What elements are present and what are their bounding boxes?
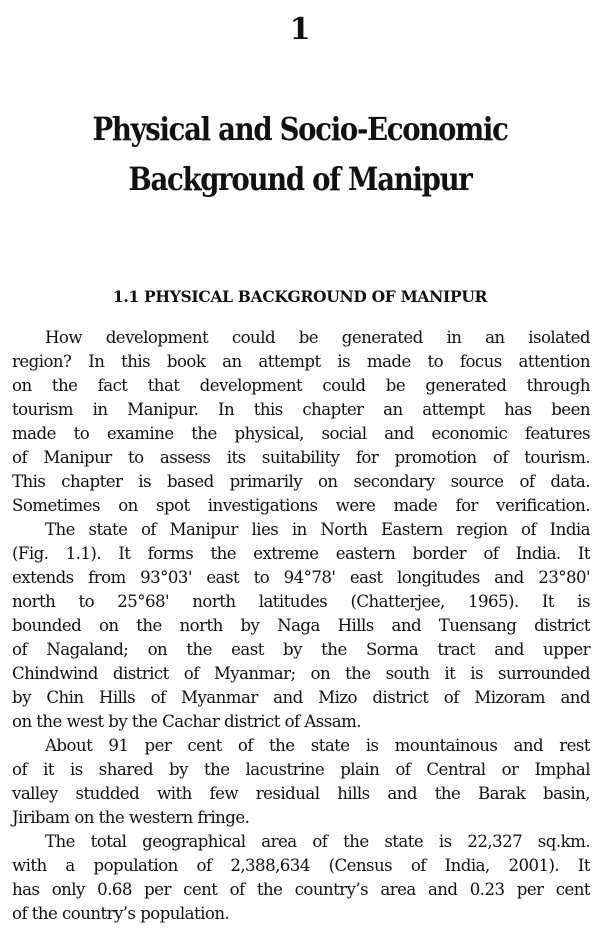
text-line: of the country’s population. [12, 904, 230, 923]
chapter-number: 1 [289, 12, 311, 47]
text-line: by Chin Hills of Myanmar and Mizo district of Mizoram and [12, 688, 590, 707]
text-line: on the fact that development could be generated through [12, 376, 590, 395]
text-line: About 91 per cent of the state is mountainous and rest [45, 736, 590, 755]
text-line: extends from 93°03' east to 94°78' east longitudes and 23°80' [12, 568, 590, 587]
text-line: region? In this book an attempt is made to focus attention [12, 352, 590, 371]
text-line: How development could be generated in an isolated [45, 328, 590, 347]
text-line: Sometimes on spot investigations were made for verification. [12, 496, 590, 515]
paragraph [12, 518, 590, 734]
text-line: made to examine the physical, social and economic features [12, 424, 590, 443]
text-line: tourism in Manipur. In this chapter an attempt has been [12, 400, 590, 419]
chapter-title [42, 104, 558, 204]
text-line: bounded on the north by Naga Hills and Tuensang district [12, 616, 590, 635]
paragraph [12, 734, 590, 830]
text-line: of it is shared by the lacustrine plain of Central or Imphal [12, 760, 590, 779]
text-line: with a population of 2,388,634 (Census of India, 2001). It [12, 856, 590, 875]
section-heading: 1.1 PHYSICAL BACKGROUND OF MANIPUR [112, 287, 488, 306]
text-line: of Manipur to assess its suitability for promotion of tourism. [12, 448, 590, 467]
text-line: Jiribam on the western fringe. [12, 808, 250, 827]
text-line: (Fig. 1.1). It forms the extreme eastern border of India. It [12, 544, 590, 563]
paragraph [12, 830, 590, 926]
text-line: on the west by the Cachar district of Assam. [12, 712, 361, 731]
text-line: The total geographical area of the state is 22,327 sq.km. [45, 832, 590, 851]
text-line: Chindwind district of Myanmar; on the south it is surrounded [12, 664, 590, 683]
text-line: north to 25°68' north latitudes (Chatterjee, 1965). It is [12, 592, 590, 611]
text-line: This chapter is based primarily on secondary source of data. [12, 472, 590, 491]
chapter-title-line: Physical and Socio-Economic [92, 110, 508, 148]
text-line: of Nagaland; on the east by the Sorma tract and upper [12, 640, 590, 659]
chapter-title-line: Background of Manipur [128, 160, 472, 198]
text-line: valley studded with few residual hills and the Barak basin, [12, 784, 590, 803]
text-line: has only 0.68 per cent of the country’s area and 0.23 per cent [12, 880, 590, 899]
paragraph [12, 326, 590, 518]
body-text [12, 326, 590, 926]
text-line: The state of Manipur lies in North Eastern region of India [45, 520, 590, 539]
